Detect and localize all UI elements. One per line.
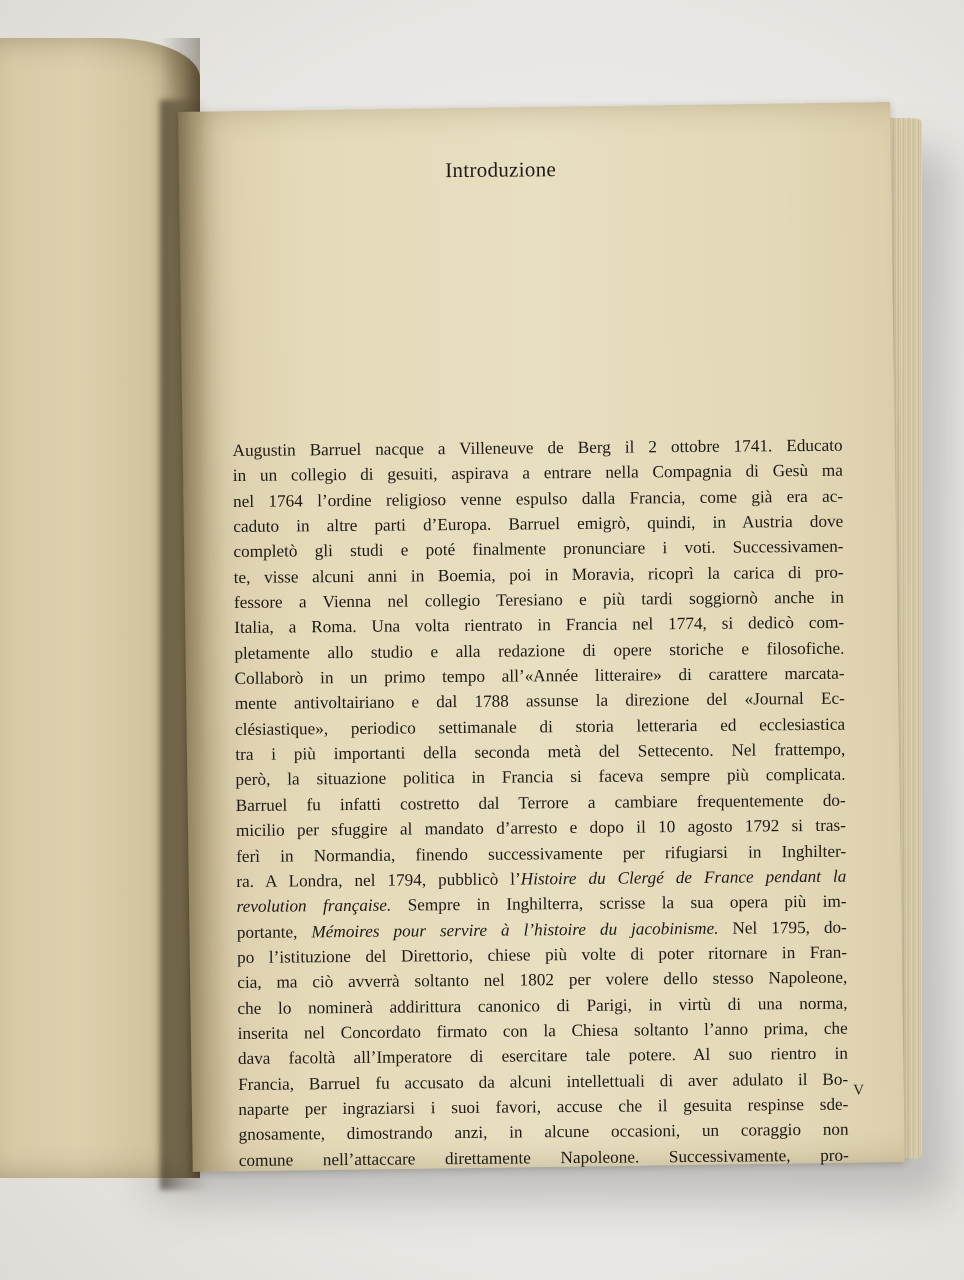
book-title-italic: revolution française. (236, 895, 392, 917)
body-line: fessore a Vienna nel collegio Teresiano e più tardi soggiornò anche in (233, 587, 845, 613)
body-line: inserita nel Concordato firmato con la Chiesa soltanto l’anno prima, che (237, 1018, 848, 1043)
body-line: micilio per sfuggire al mandato d’arresto e dopo il 10 agosto 1792 si tras- (235, 815, 846, 841)
body-line: gnosamente, dimostrando anzi, in alcune occasioni, un coraggio non (238, 1119, 849, 1145)
body-line: Italia, a Roma. Una volta rientrato in Francia nel 1774, si dedicò com- (234, 613, 845, 638)
body-text (233, 433, 849, 1173)
body-line: clésiastique», periodico settimanale di storia letteraria ed ecclesiastica (234, 714, 846, 739)
body-line-segment: portante, (236, 921, 312, 942)
body-line: te, visse alcuni anni in Boemia, poi in Moravia, ricoprì la carica di pro- (233, 562, 844, 587)
book-title-italic: Histoire du Clergé de France pendant la (520, 866, 847, 889)
body-line: comune nell’attaccare direttamente Napoleone. Successivamente, pro- (238, 1145, 849, 1170)
body-line: Barruel fu infatti costretto dal Terrore a cambiare frequentemente do- (235, 790, 846, 815)
body-line-segment: Nel 1795, do- (718, 917, 847, 938)
body-line: naparte per ingraziarsi i suoi favori, accuse che il gesuita respinse sde- (238, 1094, 849, 1119)
body-line: dava facoltà all’Imperatore di esercitare tale potere. Al suo rientro in (237, 1043, 848, 1069)
book-gutter (160, 100, 208, 1190)
body-line: completò gli studi e poté finalmente pronunciare i voti. Successivamen- (233, 537, 844, 562)
book-title-italic: Mémoires pour servire à l’histoire du jacobinisme. (311, 918, 719, 941)
body-line: mente antivoltairiano e dal 1788 assunse la direzione del «Journal Ec- (234, 689, 845, 714)
body-line: però, la situazione politica in Francia si faceva sempre più complicata. (235, 765, 846, 790)
body-line-segment: ra. A Londra, nel 1794, pubblicò l’ (236, 869, 521, 891)
body-line: che lo nominerà addirittura canonico di Parigi, in virtù di una norma, (237, 993, 848, 1018)
body-line-segment: Sempre in Inghilterra, scrisse la sua opera più im- (391, 891, 847, 915)
body-line: Francia, Barruel fu accusato da alcuni intellettuali di aver adulato il Bo- (238, 1069, 849, 1094)
body-line: in un collegio di gesuiti, aspirava a entrare nella Compagnia di Gesù ma (232, 461, 843, 486)
body-line: tra i più importanti della seconda metà del Settecento. Nel frattempo, (235, 739, 846, 765)
body-line: nel 1764 l’ordine religioso venne espulso dalla Francia, come già era ac- (232, 486, 844, 511)
body-line: caduto in altre parti d’Europa. Barruel emigrò, quindi, in Austria dove (233, 511, 844, 537)
body-line: po l’istituzione del Direttorio, chiese più volte di poter ritornare in Fran- (236, 942, 848, 967)
body-line: Collaborò in un primo tempo all’«Année litteraire» di carattere marcata- (234, 663, 845, 689)
body-line: ferì in Normandia, finendo successivamente per rifugiarsi in Inghilter- (236, 841, 847, 866)
body-line: pletamente allo studio e alla redazione di opere storiche e filosofiche. (234, 638, 845, 663)
page-number: V (853, 1082, 865, 1099)
chapter-title: Introduzione (445, 157, 557, 183)
body-line: Augustin Barruel nacque a Villeneuve de Berg il 2 ottobre 1741. Educato (232, 435, 843, 460)
body-line: cia, ma ciò avverrà soltanto nel 1802 per volere dello stesso Napoleone, (237, 967, 848, 993)
